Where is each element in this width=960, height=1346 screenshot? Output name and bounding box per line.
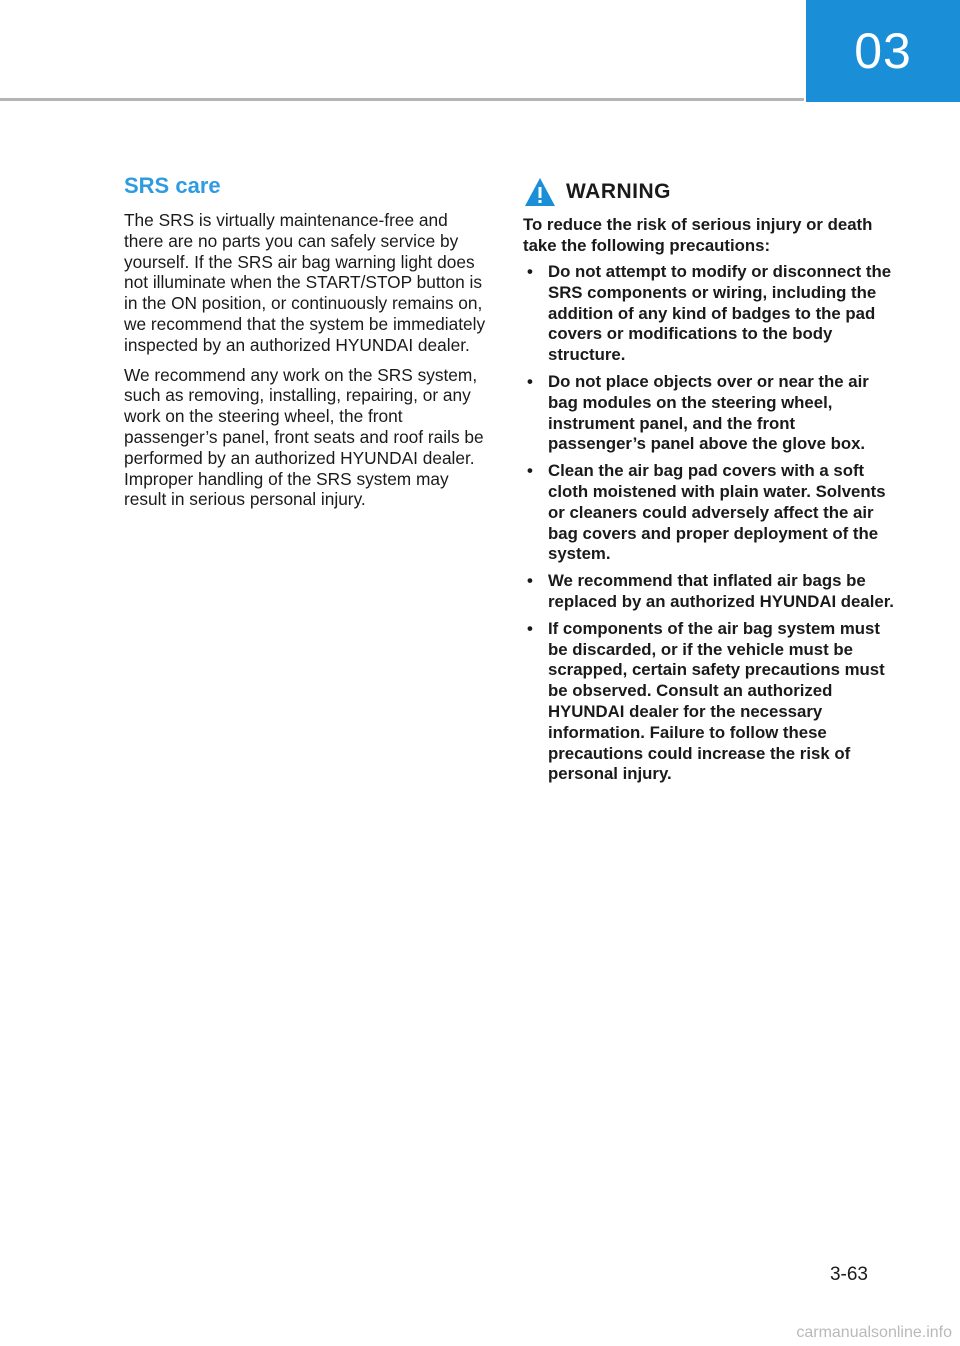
list-item [523, 372, 895, 455]
list-item-text: We recommend that inflated air bags be replaced by an authorized HYUNDAI dealer. [548, 571, 894, 611]
bullet: • [527, 371, 533, 391]
bullet: • [527, 461, 533, 481]
warning-triangle-icon [523, 176, 557, 208]
list-item [523, 461, 895, 565]
watermark: carmanualsonline.info [796, 1324, 952, 1341]
srs-care-section [124, 170, 486, 519]
header-rule [0, 98, 804, 101]
chapter-tab [806, 0, 960, 102]
list-item-text: Do not place objects over or near the air bag modules on the steering wheel, instrument panel, and the front passenger’s panel above the glove box. [548, 371, 869, 454]
warning-intro: To reduce the risk of serious injury or death take the following precautions: [523, 215, 873, 255]
list-item-text: Do not attempt to modify or disconnect the SRS components or wiring, including the addition of any kind of badges to the pad covers or modifications to the body structure. [548, 262, 892, 365]
warning-label: WARNING [566, 180, 671, 203]
bullet: • [527, 571, 533, 591]
list-item-text: If components of the air bag system must be discarded, or if the vehicle must be scrapped, certain safety precautions must be observed. Consult an authorized HYUNDAI dealer for the necessary information. Failure to follow these precautions could increase the risk of personal injury. [548, 618, 885, 784]
section-title: SRS care [124, 173, 221, 198]
list-item-text: Clean the air bag pad covers with a soft cloth moistened with plain water. Solvents or cleaners could adversely affect the air bag covers and proper deployment of the system. [548, 461, 886, 564]
paragraph-maintenance: The SRS is virtually maintenance-free and there are no parts you can safely service by yourself. If the SRS air bag warning light does not illuminate when the START/STOP button is in the ON position, or continuously remains on, we recommend that the system be immediately inspected by an authorized HYUNDAI dealer. [124, 210, 486, 355]
warning-box [523, 174, 895, 791]
warning-header [523, 174, 895, 210]
bullet: • [527, 618, 533, 638]
list-item [523, 262, 895, 366]
list-item [523, 571, 895, 613]
bullet: • [527, 262, 533, 281]
page-number: 3-63 [829, 1264, 868, 1285]
warning-list [523, 262, 895, 785]
chapter-number: 03 [854, 23, 912, 79]
paragraph-service: We recommend any work on the SRS system, such as removing, installing, repairing, or any work on the steering wheel, the front passenger’s panel, front seats and roof rails be performed by an authorized HYUNDAI dealer. Improper handling of the SRS system may result in serious personal injury. [124, 364, 484, 510]
list-item [523, 619, 895, 785]
